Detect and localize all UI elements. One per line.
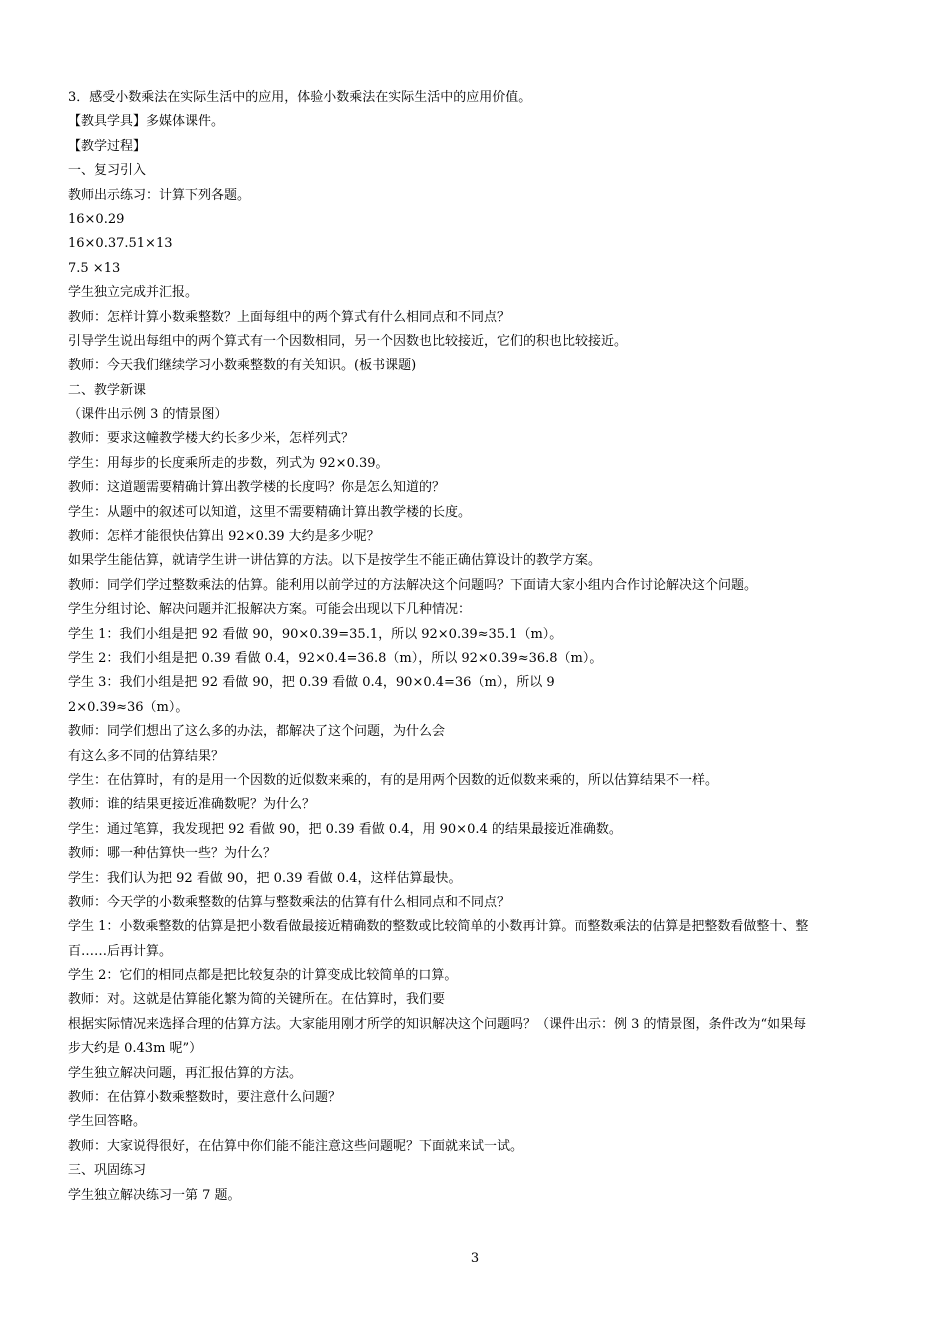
text-line: 7.5 ×13 — [68, 260, 121, 276]
text-line: 学生：从题中的叙述可以知道，这里不需要精确计算出教学楼的长度。 — [68, 504, 472, 520]
text-line: 学生回答略。 — [68, 1114, 147, 1130]
text-line: 教师：大家说得很好，在估算中你们能不能注意这些问题呢？下面就来试一试。 — [68, 1138, 524, 1154]
text-line: 【教学过程】 — [68, 138, 147, 154]
text-line: 教师：怎样才能很快估算出 92×0.39 大约是多少呢？ — [68, 529, 380, 545]
text-line: 学生：用每步的长度乘所走的步数，列式为 92×0.39。 — [68, 455, 389, 471]
text-line: 学生 3：我们小组是把 92 看做 90，把 0.39 看做 0.4，90×0.4=36（m），所以 9 — [68, 675, 555, 691]
document-body — [68, 86, 888, 1208]
text-line: 16×0.29 — [68, 211, 125, 227]
text-line: 一、复习引入 — [68, 163, 147, 179]
text-line: 教师：在估算小数乘整数时，要注意什么问题？ — [68, 1090, 342, 1106]
text-line: 学生 2：我们小组是把 0.39 看做 0.4，92×0.4=36.8（m），所以 92×0.39≈36.8（m）。 — [68, 650, 603, 666]
text-line: 三、巩固练习 — [68, 1163, 147, 1179]
text-line: 有这么多不同的估算结果？ — [68, 748, 225, 764]
text-line: 学生：在估算时，有的是用一个因数的近似数来乘的，有的是用两个因数的近似数来乘的，所以估算结果不一样。 — [68, 772, 719, 788]
text-line: 教师：谁的结果更接近准确数呢？为什么？ — [68, 797, 316, 813]
text-line: 学生分组讨论、解决问题并汇报解决方案。可能会出现以下几种情况： — [68, 602, 472, 618]
text-line: 教师出示练习：计算下列各题。 — [68, 187, 251, 203]
text-line: 2×0.39≈36（m）。 — [68, 699, 189, 715]
text-line: （课件出示例 3 的情景图） — [68, 407, 228, 423]
text-line: 步大约是 0.43m 呢”） — [68, 1041, 203, 1057]
text-line: 教师：同学们学过整数乘法的估算。能利用以前学过的方法解决这个问题吗？下面请大家小组内合作讨论解决这个问题。 — [68, 577, 758, 593]
text-line: 教师：要求这幢教学楼大约长多少米，怎样列式？ — [68, 431, 355, 447]
text-line: 引导学生说出每组中的两个算式有一个因数相同，另一个因数也比较接近，它们的积也比较接近。 — [68, 333, 628, 349]
text-line: 学生 2：它们的相同点都是把比较复杂的计算变成比较简单的口算。 — [68, 968, 458, 984]
text-line: 学生：我们认为把 92 看做 90，把 0.39 看做 0.4，这样估算最快。 — [68, 870, 462, 886]
text-line: 教师：怎样计算小数乘整数？上面每组中的两个算式有什么相同点和不同点？ — [68, 309, 511, 325]
text-line: 教师：今天学的小数乘整数的估算与整数乘法的估算有什么相同点和不同点？ — [68, 894, 511, 910]
text-line: 16×0.37.51×13 — [68, 236, 173, 252]
page-number: 3 — [470, 1251, 480, 1266]
text-line: 二、教学新课 — [68, 382, 147, 398]
text-line: 3．感受小数乘法在实际生活中的应用，体验小数乘法在实际生活中的应用价值。 — [68, 90, 532, 105]
text-line: 学生独立解决练习一第 7 题。 — [68, 1187, 241, 1203]
text-line: 教师：同学们想出了这么多的办法，都解决了这个问题，为什么会 — [68, 724, 446, 740]
text-line: 教师：对。这就是估算能化繁为简的关键所在。在估算时，我们要 — [68, 992, 446, 1008]
text-line: 学生 1：我们小组是把 92 看做 90，90×0.39=35.1，所以 92×0.39≈35.1（m）。 — [68, 626, 563, 642]
text-line: 如果学生能估算，就请学生讲一讲估算的方法。以下是按学生不能正确估算设计的教学方案。 — [68, 553, 602, 569]
text-line: 【教具学具】多媒体课件。 — [68, 114, 225, 130]
text-line: 学生独立完成并汇报。 — [68, 285, 199, 301]
text-line: 百……后再计算。 — [68, 943, 173, 959]
text-line: 教师：哪一种估算快一些？为什么？ — [68, 846, 277, 862]
text-line: 根据实际情况来选择合理的估算方法。大家能用刚才所学的知识解决这个问题吗？（课件出示：例 3 的情景图，条件改为“如果每 — [68, 1016, 807, 1032]
text-line: 教师：这道题需要精确计算出教学楼的长度吗？你是怎么知道的？ — [68, 480, 446, 496]
text-line: 学生 1：小数乘整数的估算是把小数看做最接近精确数的整数或比较简单的小数再计算。而整数乘法的估算是把整数看做整十、整 — [68, 919, 809, 935]
text-line: 学生：通过笔算，我发现把 92 看做 90，把 0.39 看做 0.4，用 90×0.4 的结果最接近准确数。 — [68, 821, 622, 837]
text-line: 教师：今天我们继续学习小数乘整数的有关知识。(板书课题) — [68, 358, 417, 374]
text-line: 学生独立解决问题，再汇报估算的方法。 — [68, 1065, 303, 1081]
